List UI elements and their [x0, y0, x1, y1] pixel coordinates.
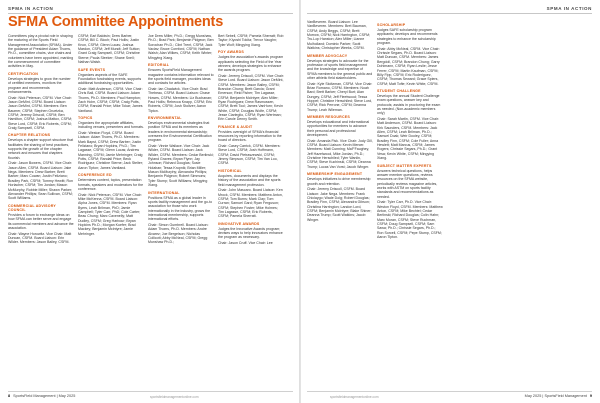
body-paragraph: Chair: Jason Bowers, CSFM. Vice Chair: Jason Allen, CSFM. Board Liaison: Jake Nega. Members: Drew Barber; Brett Barker; Marc Cowan; Justin Feliziano; Bradley Park, CSFM; Tommy Hewitt; Ron Horlacher, CSFM; Tim Jordan; Mason McMurphy, Robbie Miller; Shawn Parker; Alexander Phillips; Sean Sullivan, CSFM; Scott Williams.: [8, 161, 73, 201]
body-paragraph: Chair: Nick Peterson, CSFM. Vice Chair: Mike McKenna, CSFM. Board Liaison: Alpha Jones, CSFM. Members: Ryan Byers, Leah Brilman, PhD; Jamie Campbell; Tyler Carr, PhD; Cole Carter; Beau Chung; Marc Cavenelly; Matt Dudley, CSFM; Greg Harbour; Bryan Hopkins Ph.D.; Morgan Kuefer; Brad Mackey; Benjamin McIntyre; Jamie Mehringer.: [78, 192, 142, 236]
text-column-2: [78, 34, 144, 388]
page-number-right: 9: [589, 394, 592, 398]
committee-heading: ENVIRONMENTAL: [148, 116, 182, 121]
text-column-5: [307, 20, 373, 388]
footer-publication-right: May 2025 | SportsField Management: [524, 394, 587, 398]
footer-right: [525, 394, 592, 398]
committee-heading: SUBJECT MATTER EXPERTS: [377, 163, 432, 168]
article-title: SFMA Committee Appointments: [8, 14, 224, 30]
committee-heading: EDITORIAL: [148, 63, 170, 68]
committee-heading: MEMBER ADVOCACY: [307, 53, 348, 58]
body-paragraph: Chair: Sarah Martin, CSFM. Vice Chair: Matt Anderson, CSFM. Board Liaison: Kirk Saunders, CSFM. Members: Jack Allen, CSFM; Leah Brilman, Ph.D.; Samuel Doak; Weir Dooley, CSFM; Bradley Finn, CSFM; Cole Fuller; Anna Hewlett; Matt Marcus, CSFM; James Rogers; Chrissie Segars, Ph.D.; Grant Vesa; Kevin White, CSFM; Mingying Xiang.: [377, 117, 440, 161]
body-paragraph: Positions SFMA as a global leader in sports facility management and the go-to association for those who work internationally in the industry, grows the international membership, supports international efforts.: [148, 195, 213, 222]
body-paragraph: Chair: Wayne Horowitz. Vice Chair: Matt Duncan, CSFM. Board Liaison: Erin Wilder. Members: Jason Bailey, CSFM.: [8, 231, 72, 245]
committee-heading: COMMERCIAL ADVISORY COUNCIL: [8, 203, 56, 213]
committee-heading: STUDENT CHALLENGE: [377, 89, 421, 94]
committee-heading: FOY AWARDS: [218, 50, 244, 55]
body-paragraph: Bert Sebell, CSFM; Pamela Sherratt; Rob Taylor; Kiyoshi Tokita; Trevor Vaughn; Tyler Wolf; Mingying Xiang.: [218, 34, 284, 47]
body-paragraph: Develops the annual Student Challenge exam questions, answer key and protocols; assists in proctoring the exam as needed. (Non-academic members only): [377, 94, 441, 116]
footer-publication-left: SportsField Management | May 2025: [13, 394, 76, 398]
body-paragraph: Chair: Jeremy Driscoll, CSFM. Board Liaison: Jake Nega. Members: Frank Chiclaygo; Wade Doig; Robert Douglas; Bradley Finn, CSFM; Alexandra Gibson; Christina Harrington; Landon Lord, CSFM; Benjamin McIntyre; Blake Shiner; Deanna Trump; Scott Watkins; Jacob Winger.: [307, 187, 372, 222]
body-paragraph: Chair: John Mascaro. Board Liaison: Ken Mrock, CSFM. Members: Matthew Anton, CSFM; Tom Burns; Mark Clay; Tom Curran; Samuel Gard; Ryan Ferguson; CSFM; Stephen Foster; Mike Holmes; Tim Lagasse, CSFM; Eric Roberts, CSFM; Pamela Sherratt.: [218, 188, 283, 219]
body-paragraph: Develops initiatives to drive membership growth and retention.: [307, 177, 371, 186]
body-paragraph: Chair: Abby McNeal, CSFM. Vice Chair: Chrissie Segars, Ph.D. Board Liaison: Matt Duncan, CSFM. Members: James Bergdoll, CSFM; Brandon Chung; Garry Dohlmann, CSFM; Ryan Leslie; Jesse Ferrer, CSFM; Martin Kaufman, CSFM; Billy Fipp, CSFM; Eric Roderiguez, CSFM; Thomas Seward; Grace Spiers, CSFM; Matt Tofte; Kevin White, CSFM.: [377, 46, 440, 86]
body-paragraph: Acquires, documents and displays the history of the association and the sports field management profession.: [218, 173, 281, 187]
committee-heading: SAFE EVENTS: [78, 67, 106, 72]
body-paragraph: Answers technical questions, helps answer member questions, reviews resources on the SFMA website, periodically reviews magazine articles, works with ASTM on sports facility standards and recommendations as needed.: [377, 168, 438, 199]
body-paragraph: Chair: Jeremy Driscoll, CSFM. Vice Chair: Steve Lord. Board Liaison: Jason DeMint, CSFM. Members: Jason Bailey, CSFM; Brandon Chung; Brett Garcia; Grant Emerson; Reid Fisher; Tim Lagasse, CSFM; Benjamin McIntyre; Alex Miller; Ryan Rodriguez; Drew Rasmussen, CSFM; Brett Tool; James VanHorn; Kevin White, CSFM; Douglas Wolfe, CSFM; Jesse Ciarleglio, CSFM; Ryan Wertman; Erin Carole Denny Smith.: [218, 73, 284, 122]
footer-left: [8, 394, 75, 398]
body-paragraph: Chair: Weston Floyd, CSFM. Board Liaison: Adam Thoms, Ph.D. Members: Mark Bapst, CSFM; Drew Barber; Justin Feliziano; Bryan Hopkins, Ph.D.; Tim Lagasse, CSFM; Glenn Lucas; Andrew Manning, CSFM; Jamie Mehringer; Craig Potts, CSFM; Randall Price; Beck Rodriguez; Christine Sterne; Jack Stelter; Aaron Tipton; James Vantland.: [78, 131, 144, 170]
text-column-6: [377, 20, 443, 388]
body-paragraph: Chair: Amanda Fisk. Vice Chair: Jody Gill, CSFM. Board Liaison: Kevin Mercer. Members: Matt Cunning; Ma'FFaughey, Jeff Hazelwood, Mike Jordan, Ph.D.; Christine Herschiled; Tyler Wanlin, CSFM; Steve Kuchinski, CSFM; Deanna Trump; Lucas Van Vorst; Jacob Winger.: [307, 138, 373, 169]
committee-heading: CERTIFICATION: [8, 71, 39, 76]
body-paragraph: Chair: Kyle Stoltzman, CSFM. Vice Chair: Brian Romano, CSFM. Members: Noah Bard; Brett Barker; Cheryl Burt; Alan Dungey, CSFM; Jeff Fleetwood; Tessa Hoppel; Christine Herschiled; Steve Lord, CSFM; Rick Perrone, CSFM; Deanna Trump; Leah Wileman.: [307, 81, 373, 112]
body-paragraph: Judges SAFE scholarship program applicants; develops and recommends strategies to enhance the scholarship program.: [377, 28, 438, 46]
body-paragraph: Chair: Simon Gumbrell. Board Liaison: Adam Thoms, Ph.D. Members: Andre Alvarez; Joe Bergelson; Nicholas Collicott; Abby McNeal, CSFM; Gregg Munshaw Ph.D.;: [148, 222, 209, 245]
body-paragraph: VanBeveren. Board Liaison: Lee VanBeveren. Members: Bret Bauman, CSFM; Andy Beggs, CSFM; Brett Morrow, CSFM; Nick Harrington, CSFM; Tru-Lop Hanston; Alex Miller; Lianne Mulholland; Dominic Parker; Scott Watkins; Christopher Weeks, CSFM.: [307, 20, 371, 51]
body-paragraph: Joe Drew Miller, Ph.D.; Gregg Munshaw, Ph.D.; Brad Park; Benjamin Pidgeon; Ben Sorochan Ph.D.; Clint Trent, CSFM; Jack Vaclav; Bruce Cornford, CSFM; Nathan Walsh; Alan Wilkes, CSFM; Keith Winter; Mingying Xiang.: [148, 34, 214, 60]
body-paragraph: Chair: Tyler Carr, Ph.D. Vice Chair: Weston Floyd, CSFM. Members: Matthew Anton, CSFM; Mike Bechtel; Cedar Berlinski; Richard Douglas; Colin Hahn; Marc Moran, CSFM; Steve Ruchman, CSFM; Doug Sampsell, CSFM; Sam Sawa; Ph.D.; Chrissie Segars, Ph.D.; Ron Sorcell, CSFM; Pepe Stump, CSFM; Aaron Tipton.: [377, 200, 443, 240]
body-paragraph: Organizes the appropriate affiliates, including venues, presenters and formats.: [78, 121, 144, 130]
body-paragraph: Judges the association's awards program applicants selecting the Field of the Year winners; develops strategies to enhance the awards program.: [218, 55, 284, 73]
body-paragraph: Ensures SportsField Management magazine contains information relevant to the sports field manager, provides ideas and contacts for articles.: [148, 68, 214, 86]
text-column-3: [148, 34, 214, 388]
body-paragraph: CSFM; Earl Baldwin; Drew Barber, CSFM; Bill C. Bloch; Paul Hollis; Justin Knox, CSFM; Glenn Lucas; Joshua Mardon, CSFM; Jeff Mundt; Jeff Sutton; Grant Craig Sampsell, CSFM; Christine Sterne; Paula Sleeker; Shane Snell; Nathan Walsh.: [78, 34, 141, 65]
section-header-left: SPMA IN ACTION: [8, 6, 54, 11]
body-paragraph: Develops environmental strategies that position SFMA and its members as leaders in environmental stewardship; oversees the Environmental Certification program.: [148, 121, 212, 143]
body-paragraph: Provides oversight of SFMA's financial resources by reporting information to the board of directors.: [218, 129, 282, 143]
committee-heading: FINANCE & AUDIT: [218, 124, 253, 129]
page-number-left: 8: [8, 394, 11, 398]
body-paragraph: Develops strategies to grow the number of certified members, monitors the program and recommends enhancements.: [8, 76, 71, 94]
body-paragraph: Chair: Vinnie Wallace. Vice Chair: Jack Wilder, CSFM. Board Liaison: Jack Wilder, CSFM. Members: Cedar Berlinski; Ryland Graves; Bryan Flynn; Jay Johnson; Richard Douglas; Susie Holahan; Tessa Krupnik; Brian Miller; Mason McMurphy; Alexandra Phillips; Benjamin Pidgeon; Robert Simmons; Tyler Stump; Scott Williams; Mingying Xiang.: [148, 144, 214, 188]
committee-heading: INNOVATIVE AWARDS: [218, 221, 260, 226]
footer-url-right[interactable]: sportsfieldmanagementonline.com: [330, 394, 379, 399]
committee-heading: CONFERENCE ED: [78, 173, 112, 178]
committee-heading: MEMBER RESOURCES: [307, 115, 350, 120]
committee-heading: MEMBERSHIP ENGAGEMENT: [307, 172, 363, 177]
body-paragraph: Develops educational and informational opportunities for members to advance their personal and professional development.: [307, 120, 370, 138]
body-paragraph: Provides a forum to exchange ideas on how SFMA can better serve and engage its commercial members and advance the association.: [8, 213, 74, 231]
body-paragraph: Chair: Ian Chadwick. Vice Chair: Brad Thebeau, CSFM. Board Liaison: Chase Howes, CSFM. Members: Liz Buchanan; Paul Hollis; Rebecca Knapp, CSFM; Eric Roberts, CSFM; Josh Stoltzer; Aaron Tipton.: [148, 86, 213, 113]
body-paragraph: Chair: Jason Cruff. Vice Chair: Lee: [218, 241, 273, 246]
footer-rule-left: [8, 391, 293, 392]
body-paragraph: Chair: Matt Anderson, CSFM. Vice Chair: Chris Ball, CSFM. Board Liaison: Adam Thoms, Ph.D. Members: Paul Hampton; Zach Holm, CSFM; CSFM; Craig Potts, CSFM; Randall Price; Mike Tokar; James Vantland.: [78, 86, 143, 113]
text-column-4: [218, 34, 284, 388]
body-paragraph: Chair: Nick Peterson, CSFM. Vice Chair: Jason DeMint, CSFM. Board Liaison: Jason DeMint, CSFM. Members: Ben Baumer, CSFM; Stephen Gruetzka, CSFM; Jeremy Driscoll, CSFM; Ben Hamilton, CSFM; Joshua Mattox, CSFM; Steve Lord, CSFM; Eric Roberts, CSFM; Craig Sampsell, CSFM.: [8, 95, 73, 130]
footer-url-left[interactable]: sportsfieldmanagementonline.com: [150, 394, 199, 399]
body-paragraph: Determines content, topics, presentation formats, speakers and moderators for the conference.: [78, 178, 144, 191]
body-paragraph: Chair: Casey Carrick, CSFM. Members: Steve Lord, CSFM; Josh Hoffmann, CSFM; David Pietraszewski, CSFM; Jimmy Simpson, CSFM; Tim Van Loo, CSFM.: [218, 144, 281, 166]
body-paragraph: Judges the Innovative Awards program; devises ways to help innovators enhance the program as necessary.: [218, 226, 283, 240]
body-paragraph: Develops strategies to advocate for the profession of sports field management and the knowledge and expertise of SFMA members to the general public and other athletic field stakeholders.: [307, 58, 373, 80]
header-rule-right: [307, 13, 592, 14]
committee-heading: TOPICS: [78, 116, 93, 121]
committee-heading: INTERNATIONAL: [148, 190, 180, 195]
committee-heading: SCHOLARSHIP: [377, 23, 406, 28]
body-paragraph: Organizes aspects of the SAFE Foundation fundraising events, supports additional fundraising opportunities.: [78, 72, 142, 86]
page-gutter: [299, 0, 301, 403]
body-paragraph: Develops a chapter support structure that facilitates the sharing of best practices, supports the growth of the chapter network and ensures that chapters flourish.: [8, 138, 74, 160]
text-column-1: [8, 34, 74, 388]
body-paragraph: Committees play a pivotal role in shaping the maturing of the Sports Field Management Association (SFMA). Under the guidance of President Adam Thoms, Ph.D., committee chairs, vice chairs and volunteers have been appointed, marking the commencement of committee activities in May.: [8, 34, 74, 69]
footer-rule-right: [307, 391, 592, 392]
committee-heading: HISTORICAL: [218, 168, 242, 173]
committee-heading: CHAPTER RELATIONS: [8, 133, 51, 138]
section-header-right: SPMA IN ACTION: [546, 6, 592, 11]
